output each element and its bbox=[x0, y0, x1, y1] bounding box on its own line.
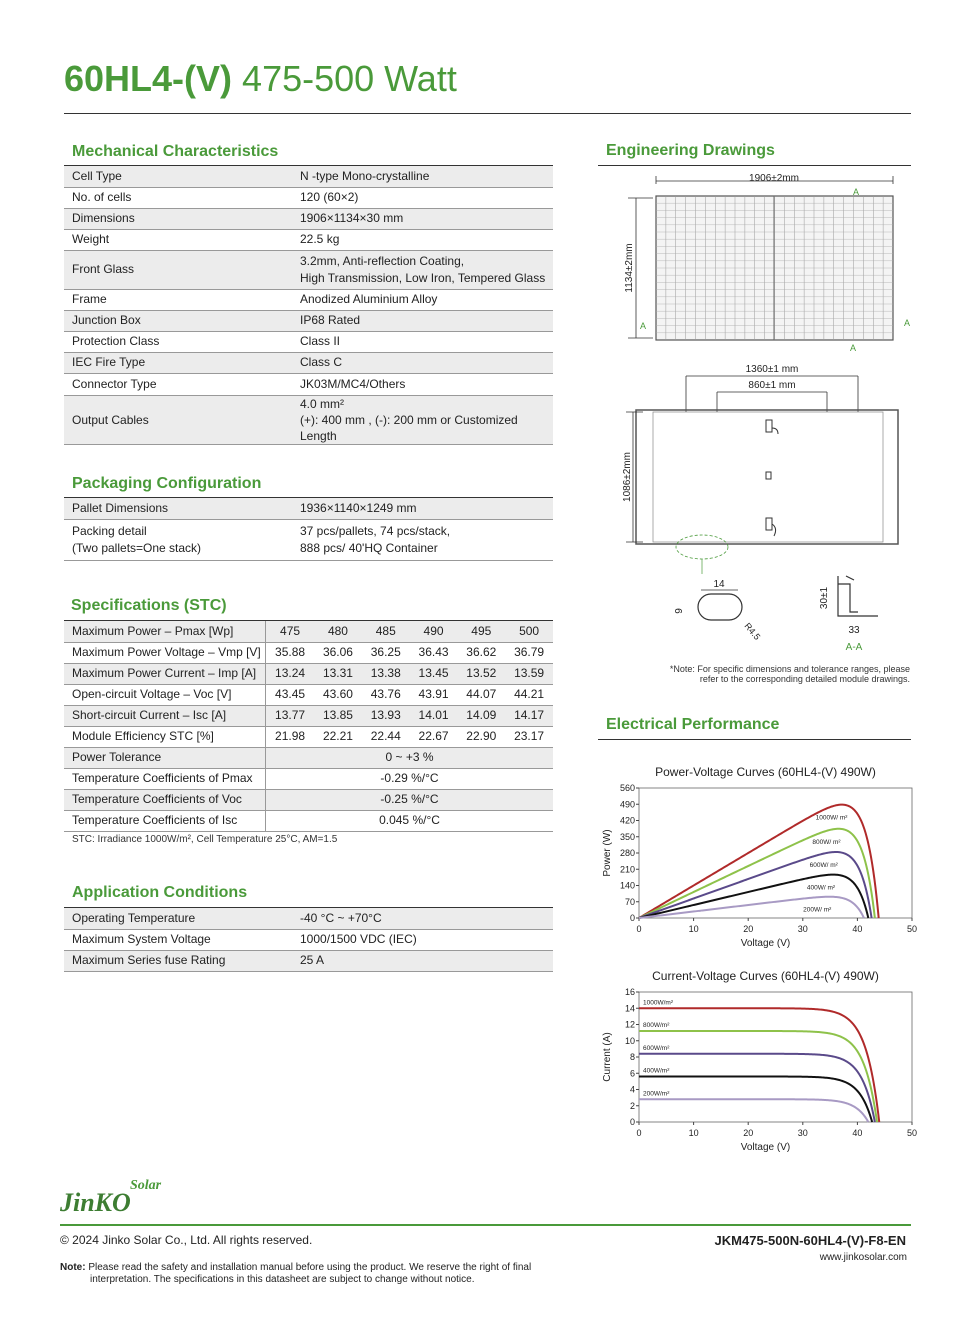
table-cell: 500 bbox=[505, 621, 553, 642]
row-value-extra: High Transmission, Low Iron, Tempered Glass bbox=[300, 270, 546, 285]
iv-curve-chart bbox=[596, 962, 921, 1157]
packaging-table bbox=[64, 498, 553, 561]
row-value: Class C bbox=[300, 355, 343, 370]
x-tick-label: 10 bbox=[688, 1128, 699, 1138]
x-tick-label: 30 bbox=[797, 1128, 808, 1138]
table-row bbox=[64, 352, 553, 373]
footer-note bbox=[60, 1262, 580, 1286]
page-title bbox=[64, 58, 457, 100]
junction-box bbox=[766, 472, 771, 479]
table-cell: Open-circuit Voltage – Voc [V] bbox=[64, 684, 266, 705]
table-cell: 0 ~ +3 % bbox=[266, 747, 554, 768]
row-value: 1906×1134×30 mm bbox=[300, 211, 404, 226]
y-tick-label: 8 bbox=[629, 1052, 635, 1062]
electrical-title: Electrical Performance bbox=[606, 716, 780, 733]
footer-note-label: Note: bbox=[60, 1262, 86, 1273]
dim-14-label: 14 bbox=[713, 579, 725, 590]
row-label: Weight bbox=[72, 232, 110, 247]
mounting-hole-detail bbox=[698, 594, 742, 620]
row-label: Output Cables bbox=[72, 412, 149, 427]
application-table bbox=[64, 908, 553, 972]
drawing-note-line2: refer to the corresponding detailed module drawings. bbox=[699, 674, 910, 684]
row-value: Class II bbox=[300, 334, 341, 349]
y-tick-label: 10 bbox=[624, 1035, 635, 1046]
website-link[interactable]: www.jinkosolar.com bbox=[819, 1252, 907, 1263]
dim-33-label: 33 bbox=[848, 625, 860, 636]
table-row bbox=[64, 289, 553, 310]
row-value: 25 A bbox=[300, 953, 325, 968]
row-value: 3.2mm, Anti-reflection Coating, bbox=[300, 254, 465, 269]
dim-9-label: 9 bbox=[674, 608, 685, 614]
x-tick-label: 50 bbox=[906, 924, 918, 934]
table-cell: 13.52 bbox=[457, 663, 505, 684]
table-row bbox=[64, 395, 553, 445]
table-cell bbox=[282, 310, 553, 331]
table-cell: 13.31 bbox=[314, 663, 362, 684]
dim-width-label: 1906±2mm bbox=[749, 173, 799, 184]
table-cell bbox=[282, 498, 553, 519]
table-row bbox=[64, 908, 553, 929]
dim-r45-label: R4.5 bbox=[742, 620, 763, 642]
y-axis-label: Power (W) bbox=[602, 829, 613, 877]
table-cell: 44.21 bbox=[505, 684, 553, 705]
logo-sub: Solar bbox=[130, 1178, 162, 1193]
title-divider bbox=[64, 113, 911, 114]
row-label: Pallet Dimensions bbox=[72, 501, 169, 516]
y-tick-label: 6 bbox=[629, 1068, 635, 1079]
dim-height-label: 1134±2mm bbox=[624, 243, 635, 293]
y-tick-label: 280 bbox=[619, 848, 635, 858]
connector-negative bbox=[766, 518, 772, 530]
table-cell bbox=[64, 373, 282, 395]
table-cell: Temperature Coefficients of Voc bbox=[64, 789, 266, 810]
jinko-logo bbox=[60, 1178, 180, 1218]
row-label: Connector Type bbox=[72, 376, 157, 391]
table-cell: Module Efficiency STC [%] bbox=[64, 726, 266, 747]
y-tick-label: 420 bbox=[619, 815, 635, 826]
row-value-extra: 888 pcs/ 40'HQ Container bbox=[300, 540, 438, 555]
table-row bbox=[64, 373, 553, 395]
table-cell bbox=[64, 352, 282, 373]
table-cell: 44.07 bbox=[457, 684, 505, 705]
table-row bbox=[64, 684, 553, 705]
table-cell: 13.45 bbox=[410, 663, 458, 684]
table-row bbox=[64, 726, 553, 747]
table-cell bbox=[282, 395, 553, 445]
y-tick-label: 16 bbox=[624, 987, 635, 997]
y-tick-label: 2 bbox=[629, 1100, 635, 1111]
table-row bbox=[64, 519, 553, 560]
table-row bbox=[64, 642, 553, 663]
table-cell bbox=[64, 187, 282, 208]
table-cell bbox=[282, 373, 553, 395]
table-cell: Short-circuit Current – Isc [A] bbox=[64, 705, 266, 726]
table-row bbox=[64, 621, 553, 642]
stc-note: STC: Irradiance 1000W/m², Cell Temperature 25°C, AM=1.5 bbox=[72, 834, 338, 845]
table-cell: 13.93 bbox=[362, 705, 410, 726]
table-cell bbox=[282, 929, 553, 950]
table-cell bbox=[64, 229, 282, 250]
table-cell bbox=[282, 950, 553, 971]
table-cell: 36.06 bbox=[314, 642, 362, 663]
row-label: Packing detail bbox=[72, 524, 147, 539]
table-cell: 22.67 bbox=[410, 726, 458, 747]
row-value: 120 (60×2) bbox=[300, 190, 359, 205]
table-cell: -0.29 %/°C bbox=[266, 768, 554, 789]
table-cell bbox=[64, 331, 282, 352]
drawing-note-line1: *Note: For specific dimensions and tolerance ranges, please bbox=[669, 664, 910, 674]
row-label: Frame bbox=[72, 292, 107, 307]
series-label: 400W/m² bbox=[643, 1067, 670, 1075]
footer-note-line1: Please read the safety and installation manual before using the product. We reserve the right of final bbox=[88, 1262, 532, 1273]
table-cell bbox=[282, 289, 553, 310]
section-marker-left: A bbox=[640, 321, 647, 331]
table-row bbox=[64, 208, 553, 229]
row-label: Operating Temperature bbox=[72, 911, 196, 926]
section-aa-label: A-A bbox=[845, 642, 863, 653]
table-cell: 36.43 bbox=[410, 642, 458, 663]
table-cell: 35.88 bbox=[266, 642, 315, 663]
table-cell: 36.79 bbox=[505, 642, 553, 663]
x-axis-label: Voltage (V) bbox=[740, 1142, 791, 1153]
section-marker-right: A bbox=[904, 318, 911, 328]
application-title: Application Conditions bbox=[72, 884, 248, 901]
row-value: 4.0 mm² bbox=[300, 396, 345, 411]
x-tick-label: 10 bbox=[688, 924, 699, 934]
y-tick-label: 560 bbox=[619, 783, 635, 793]
table-cell: Temperature Coefficients of Pmax bbox=[64, 768, 266, 789]
table-cell: 0.045 %/°C bbox=[266, 810, 554, 831]
table-cell: 36.25 bbox=[362, 642, 410, 663]
y-tick-label: 210 bbox=[619, 864, 635, 875]
y-tick-label: 12 bbox=[624, 1019, 635, 1030]
table-cell bbox=[282, 519, 553, 560]
x-tick-label: 20 bbox=[743, 1128, 754, 1138]
series-label: 600W/m² bbox=[643, 1044, 670, 1052]
y-tick-label: 14 bbox=[624, 1003, 635, 1014]
table-cell bbox=[282, 229, 553, 250]
table-cell: 480 bbox=[314, 621, 362, 642]
table-cell bbox=[282, 166, 553, 187]
table-cell: 14.17 bbox=[505, 705, 553, 726]
table-cell: 495 bbox=[457, 621, 505, 642]
row-value: 37 pcs/pallets, 74 pcs/stack, bbox=[300, 524, 451, 539]
x-tick-label: 40 bbox=[852, 1128, 863, 1138]
frame-profile bbox=[838, 576, 878, 616]
table-cell bbox=[64, 250, 282, 289]
copyright: © 2024 Jinko Solar Co., Ltd. All rights reserved. bbox=[60, 1233, 313, 1247]
specs-title: Specifications (STC) bbox=[71, 597, 227, 614]
section-marker-top: A bbox=[853, 187, 860, 197]
dim-1360-label: 1360±1 mm bbox=[745, 364, 799, 375]
row-value: IP68 Rated bbox=[300, 313, 361, 328]
row-label: Maximum System Voltage bbox=[72, 932, 211, 947]
row-label: Junction Box bbox=[72, 313, 141, 328]
power-range: 475-500 Watt bbox=[242, 58, 457, 99]
table-cell: 485 bbox=[362, 621, 410, 642]
row-value: 22.5 kg bbox=[300, 232, 340, 247]
table-cell: 13.77 bbox=[266, 705, 315, 726]
row-label: Protection Class bbox=[72, 334, 160, 349]
y-tick-label: 0 bbox=[629, 1117, 635, 1127]
table-cell bbox=[282, 908, 553, 929]
mechanical-title: Mechanical Characteristics bbox=[72, 143, 279, 160]
table-cell: 14.01 bbox=[410, 705, 458, 726]
table-cell: 14.09 bbox=[457, 705, 505, 726]
table-row bbox=[64, 929, 553, 950]
section-marker-bottom: A bbox=[850, 343, 857, 353]
table-cell: Maximum Power Current – Imp [A] bbox=[64, 663, 266, 684]
table-cell: 13.85 bbox=[314, 705, 362, 726]
pv-curve-chart bbox=[596, 758, 921, 953]
table-cell: Maximum Power – Pmax [Wp] bbox=[64, 621, 266, 642]
chart-title: Power-Voltage Curves (60HL4-(V) 490W) bbox=[655, 765, 876, 779]
table-row bbox=[64, 166, 553, 187]
packaging-title: Packaging Configuration bbox=[72, 475, 262, 492]
table-cell: -0.25 %/°C bbox=[266, 789, 554, 810]
engineering-drawing bbox=[598, 166, 928, 686]
row-value: N -type Mono-crystalline bbox=[300, 169, 430, 184]
table-cell: 22.21 bbox=[314, 726, 362, 747]
table-row bbox=[64, 187, 553, 208]
row-label: Dimensions bbox=[72, 211, 135, 226]
table-cell bbox=[64, 908, 282, 929]
y-tick-label: 490 bbox=[619, 799, 635, 810]
table-row bbox=[64, 331, 553, 352]
y-tick-label: 350 bbox=[619, 831, 635, 842]
specs-table bbox=[64, 621, 553, 832]
footer-note-line2: interpretation. The specifications in this datasheet are subject to change without notice. bbox=[90, 1274, 475, 1285]
series-label: 600W/ m² bbox=[809, 861, 838, 869]
footer-rule bbox=[60, 1224, 911, 1226]
row-value: 1936×1140×1249 mm bbox=[300, 501, 417, 516]
table-cell: 13.24 bbox=[266, 663, 315, 684]
table-row bbox=[64, 747, 553, 768]
table-cell: 36.62 bbox=[457, 642, 505, 663]
connector-positive bbox=[766, 420, 772, 432]
row-value: JK03M/MC4/Others bbox=[300, 376, 406, 391]
table-row bbox=[64, 810, 553, 831]
table-cell bbox=[64, 519, 282, 560]
row-label: Cell Type bbox=[72, 169, 122, 184]
x-tick-label: 30 bbox=[797, 924, 808, 934]
table-cell bbox=[282, 250, 553, 289]
mechanical-table bbox=[64, 166, 553, 445]
table-cell: 13.38 bbox=[362, 663, 410, 684]
y-axis-label: Current (A) bbox=[602, 1032, 613, 1082]
table-cell bbox=[282, 331, 553, 352]
table-row bbox=[64, 229, 553, 250]
series-label: 800W/ m² bbox=[812, 838, 841, 846]
x-tick-label: 40 bbox=[852, 924, 863, 934]
series-label: 200W/ m² bbox=[803, 906, 832, 914]
table-cell bbox=[64, 929, 282, 950]
row-label: IEC Fire Type bbox=[72, 355, 146, 370]
table-cell bbox=[282, 352, 553, 373]
table-cell: 43.45 bbox=[266, 684, 315, 705]
dim-30-label: 30±1 bbox=[819, 586, 830, 610]
dim-860-label: 860±1 mm bbox=[748, 380, 796, 391]
x-tick-label: 50 bbox=[906, 1128, 918, 1138]
series-label: 1000W/m² bbox=[643, 999, 673, 1007]
table-cell: 22.44 bbox=[362, 726, 410, 747]
table-row bbox=[64, 705, 553, 726]
x-tick-label: 20 bbox=[743, 924, 754, 934]
table-cell bbox=[64, 310, 282, 331]
table-cell: 21.98 bbox=[266, 726, 315, 747]
table-cell: 475 bbox=[266, 621, 315, 642]
table-cell: 23.17 bbox=[505, 726, 553, 747]
table-cell bbox=[64, 208, 282, 229]
series-label: 400W/ m² bbox=[806, 884, 836, 892]
table-cell: Maximum Power Voltage – Vmp [V] bbox=[64, 642, 266, 663]
model-name: 60HL4-(V) bbox=[64, 58, 233, 99]
table-cell bbox=[282, 187, 553, 208]
table-row bbox=[64, 250, 553, 289]
table-cell: 13.59 bbox=[505, 663, 553, 684]
y-tick-label: 4 bbox=[629, 1084, 635, 1095]
row-value: -40 °C ~ +70°C bbox=[300, 911, 382, 926]
electrical-rule bbox=[598, 739, 911, 740]
document-code: JKM475-500N-60HL4-(V)-F8-EN bbox=[714, 1233, 906, 1248]
table-row bbox=[64, 498, 553, 519]
table-row bbox=[64, 789, 553, 810]
row-label: No. of cells bbox=[72, 190, 132, 205]
row-label-extra: (Two pallets=One stack) bbox=[72, 540, 202, 555]
table-cell: Power Tolerance bbox=[64, 747, 266, 768]
x-tick-label: 0 bbox=[636, 1128, 642, 1138]
series-label: 200W/m² bbox=[643, 1090, 670, 1098]
table-cell: 43.60 bbox=[314, 684, 362, 705]
row-value-extra: (+): 400 mm , (-): 200 mm or Customized Length bbox=[300, 412, 518, 443]
y-tick-label: 0 bbox=[629, 913, 635, 923]
table-row bbox=[64, 663, 553, 684]
row-label: Maximum Series fuse Rating bbox=[72, 953, 226, 968]
table-cell bbox=[64, 498, 282, 519]
table-cell bbox=[282, 208, 553, 229]
series-label: 1000W/ m² bbox=[815, 814, 848, 822]
module-back-view bbox=[636, 410, 898, 544]
table-cell bbox=[64, 395, 282, 445]
table-row bbox=[64, 768, 553, 789]
table-row bbox=[64, 950, 553, 971]
table-row bbox=[64, 310, 553, 331]
logo-main: JinKO bbox=[60, 1188, 131, 1217]
drawing-note bbox=[600, 664, 910, 684]
table-cell: 43.91 bbox=[410, 684, 458, 705]
x-axis-label: Voltage (V) bbox=[740, 938, 791, 949]
table-cell: 22.90 bbox=[457, 726, 505, 747]
x-tick-label: 0 bbox=[636, 924, 642, 934]
row-value: 1000/1500 VDC (IEC) bbox=[300, 932, 417, 947]
row-label: Front Glass bbox=[72, 262, 135, 277]
table-cell bbox=[64, 289, 282, 310]
table-cell: 490 bbox=[410, 621, 458, 642]
chart-title: Current-Voltage Curves (60HL4-(V) 490W) bbox=[652, 969, 879, 983]
dim-1086-label: 1086±2mm bbox=[622, 452, 633, 502]
row-value: Anodized Aluminium Alloy bbox=[300, 292, 438, 307]
y-tick-label: 140 bbox=[619, 880, 635, 891]
table-cell bbox=[64, 950, 282, 971]
series-label: 800W/m² bbox=[643, 1022, 670, 1029]
table-cell: 43.76 bbox=[362, 684, 410, 705]
table-cell bbox=[64, 166, 282, 187]
table-cell: Temperature Coefficients of Isc bbox=[64, 810, 266, 831]
drawings-title: Engineering Drawings bbox=[606, 142, 775, 159]
detail-marker bbox=[676, 535, 728, 559]
y-tick-label: 70 bbox=[624, 896, 635, 907]
